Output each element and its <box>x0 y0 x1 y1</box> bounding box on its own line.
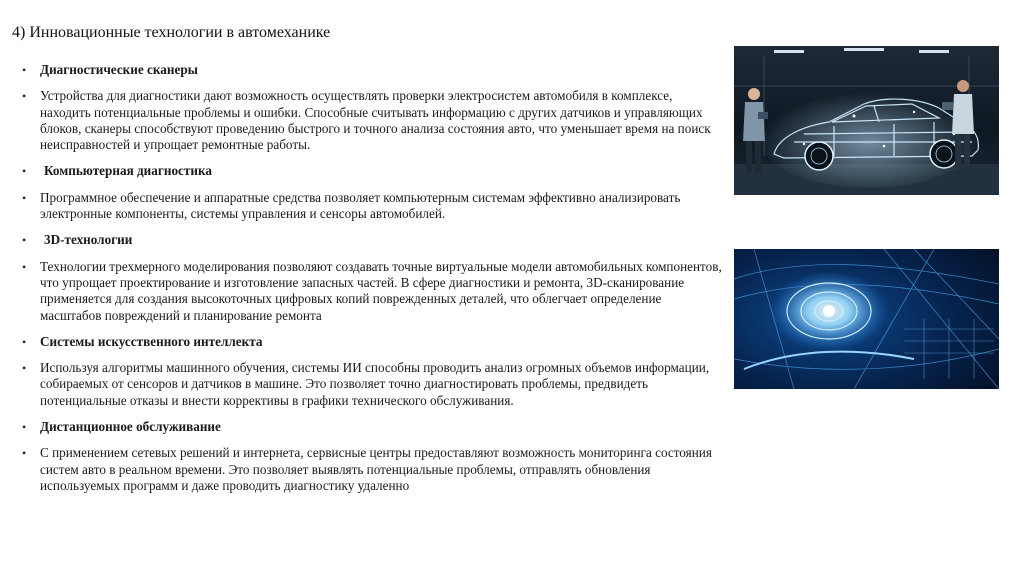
section-body-item <box>22 445 722 494</box>
bullet-icon: • <box>22 259 27 274</box>
section-heading: Диагностические сканеры <box>40 62 198 77</box>
section-body-item <box>22 88 722 153</box>
bullet-icon: • <box>22 164 27 179</box>
bullet-list <box>22 62 722 494</box>
bullet-icon: • <box>22 63 27 77</box>
slide-title: 4) Инновационные технологии в автомеханике <box>12 24 331 41</box>
section-body-item <box>22 259 722 324</box>
section-heading-item <box>22 62 722 78</box>
section-body-item <box>22 190 722 223</box>
headlight-illustration <box>734 249 999 389</box>
section-body: С применением сетевых решений и интернета, сервисные центры предоставляют возможность мониторинга состояния систем авто в реальном времени. Это позволяет выявлять потенциальные проблемы, отправлять обновления используемых программ и даже проводить диагностику удаленно <box>40 445 712 493</box>
bullet-icon: • <box>22 420 27 435</box>
section-heading: Компьютерная диагностика <box>44 163 212 179</box>
bullet-icon: • <box>22 190 27 205</box>
bullet-icon: • <box>22 334 27 349</box>
section-heading: 3D-технологии <box>44 232 133 248</box>
section-heading: Дистанционное обслуживание <box>40 419 221 435</box>
section-body: Используя алгоритмы машинного обучения, системы ИИ способны проводить анализ огромных объемов информации, собираемых от сенсоров и датчиков в машине. Это позволяет точно диагностировать проблемы, предвидеть потенциальные отказы и внести коррективы в графики технического обслуживания. <box>40 360 710 408</box>
section-heading-item <box>22 419 722 435</box>
holographic-car-illustration <box>734 46 999 195</box>
section-heading-item <box>22 334 722 350</box>
bullet-icon: • <box>22 446 27 461</box>
section-body: Технологии трехмерного моделирования позволяют создавать точные виртуальные модели автомобильных компонентов, что упрощает проектирование и изготовление запасных частей. В сфере диагностики и ремонта, 3D-сканирование применяется для создания высокоточных цифровых копий поврежденных деталей, что облегчает определение масштабов повреждений и планирование ремонта <box>40 258 722 323</box>
bullet-icon: • <box>22 233 27 248</box>
bullet-icon: • <box>22 361 27 376</box>
section-body: Устройства для диагностики дают возможность осуществлять проверки электросистем автомобиля в комплексе, находить потенциальные проблемы и ошибки. Способные считывать информацию с других датчиков и управляющих блоков, сканеры способствуют проведению быстрого и точного анализа состояния авто, что уменьшает время на поиск неисправностей и упрощает ремонтные работы. <box>40 88 711 153</box>
section-heading-item <box>22 232 722 248</box>
section-heading: Системы искусственного интеллекта <box>40 333 263 349</box>
headlight-wireframe-photo <box>734 249 999 389</box>
bullet-icon: • <box>22 89 27 104</box>
section-body-item <box>22 360 722 409</box>
section-body: Программное обеспечение и аппаратные средства позволяет компьютерным системам эффективно анализировать электронные компоненты, системы управления и сенсоры автомобилей. <box>40 189 681 222</box>
section-heading-item <box>22 163 722 179</box>
holographic-car-photo <box>734 46 999 195</box>
